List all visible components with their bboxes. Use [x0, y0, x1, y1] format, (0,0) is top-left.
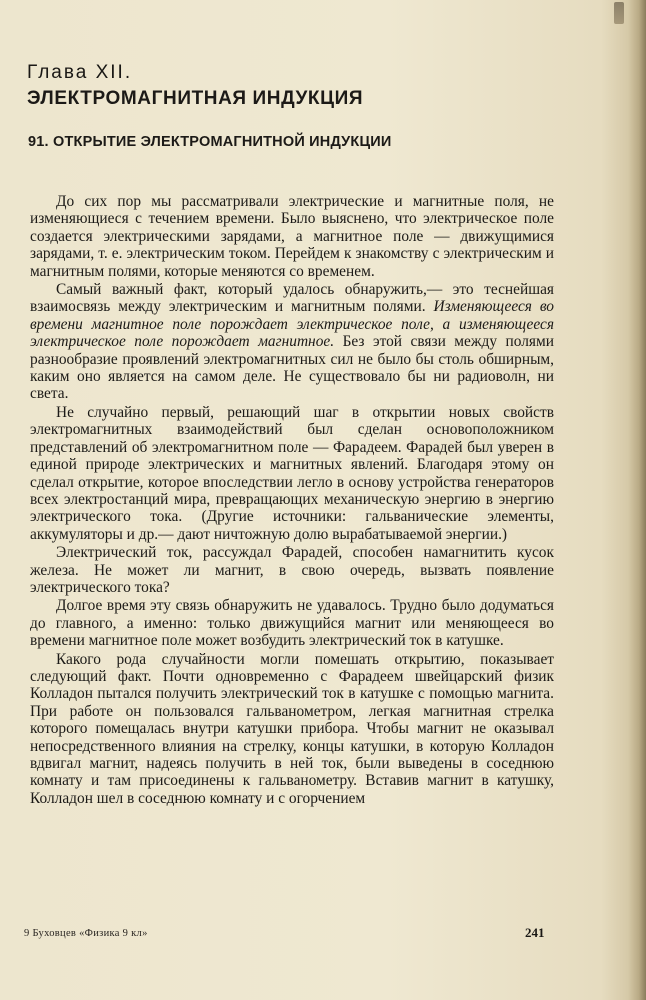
paragraph-5: Долгое время эту связь обнаружить не удавалось. Трудно было додуматься до главного, а именно: только движущийся магнит или меняющееся во времени магнитное поле может возбудить электрический ток в катушке. [30, 597, 554, 650]
paragraph-2-end: Без этой связи между полями разнообразие проявлений электромагнитных сил не было бы столь обширным, каким оно является на самом деле. Не существовало бы ни радиоволн, ни света. [30, 333, 554, 403]
paragraph-3: Не случайно первый, решающий шаг в открытии новых свойств электромагнитных взаимодействий был сделан основоположником представлений об электромагнитном поле — Фарадеем. Фарадей был уверен в единой природе электрических и магнитных явлений. Благодаря этому он сделал открытие, которое впоследствии легло в основу устройства генераторов всех электростанций мира, превращающих механическую энергию в энергию электрического тока. (Другие источники: гальванические элементы, аккумуляторы и др.— дают ничтожную долю вырабатываемой энергии.) [30, 403, 554, 543]
chapter-title: ЭЛЕКТРОМАГНИТНАЯ ИНДУКЦИЯ [27, 88, 364, 109]
chapter-label: Глава XII. [27, 62, 133, 83]
paragraph-2-italic: Изменяющееся во времени магнитное поле порождает электрическое поле, а изменяющееся электрическое поле порождает магнитное. [30, 298, 554, 351]
paragraph-4: Электрический ток, рассуждал Фарадей, способен намагнитить кусок железа. Не может ли магнит, в свою очередь, вызвать появление электрического тока? [30, 544, 554, 596]
footer-signature: 9 Буховцев «Физика 9 кл» [24, 928, 148, 939]
page-edge-shadow [628, 0, 646, 1000]
paragraph-2 [30, 281, 554, 403]
corner-mark [614, 2, 624, 24]
section-title: 91. ОТКРЫТИЕ ЭЛЕКТРОМАГНИТНОЙ ИНДУКЦИИ [28, 134, 392, 150]
paragraph-2-start: Самый важный факт, который удалось обнаружить,— это теснейшая взаимосвязь между электрическим и магнитным полями. [30, 281, 554, 316]
paragraph-1: До сих пор мы рассматривали электрические и магнитные поля, не изменяющиеся с течением времени. Было выяснено, что электрическое поле создается электрическими зарядами, а магнитное поле — движущимися зарядами, т. е. электрическим током. Перейдем к знакомству с электрическим и магнитным полями, которые меняются со временем. [30, 193, 554, 280]
paragraph-6: Какого рода случайности могли помешать открытию, показывает следующий факт. Почти одновременно с Фарадеем швейцарский физик Колладон пытался получить электрический ток в катушке с помощью магнита. При работе он пользовался гальванометром, легкая магнитная стрелка которого помещалась внутри катушки прибора. Чтобы магнит не оказывал непосредственного влияния на стрелку, концы катушки, в которую Колладон вдвигал магнит, надеясь получить в ней ток, были выведены в соседнюю комнату и там присоединены к гальванометру. Вставив магнит в катушку, Колладон шел в соседнюю комнату и с огорчением [30, 650, 554, 807]
page-number: 241 [525, 925, 545, 940]
body-text [30, 193, 554, 808]
